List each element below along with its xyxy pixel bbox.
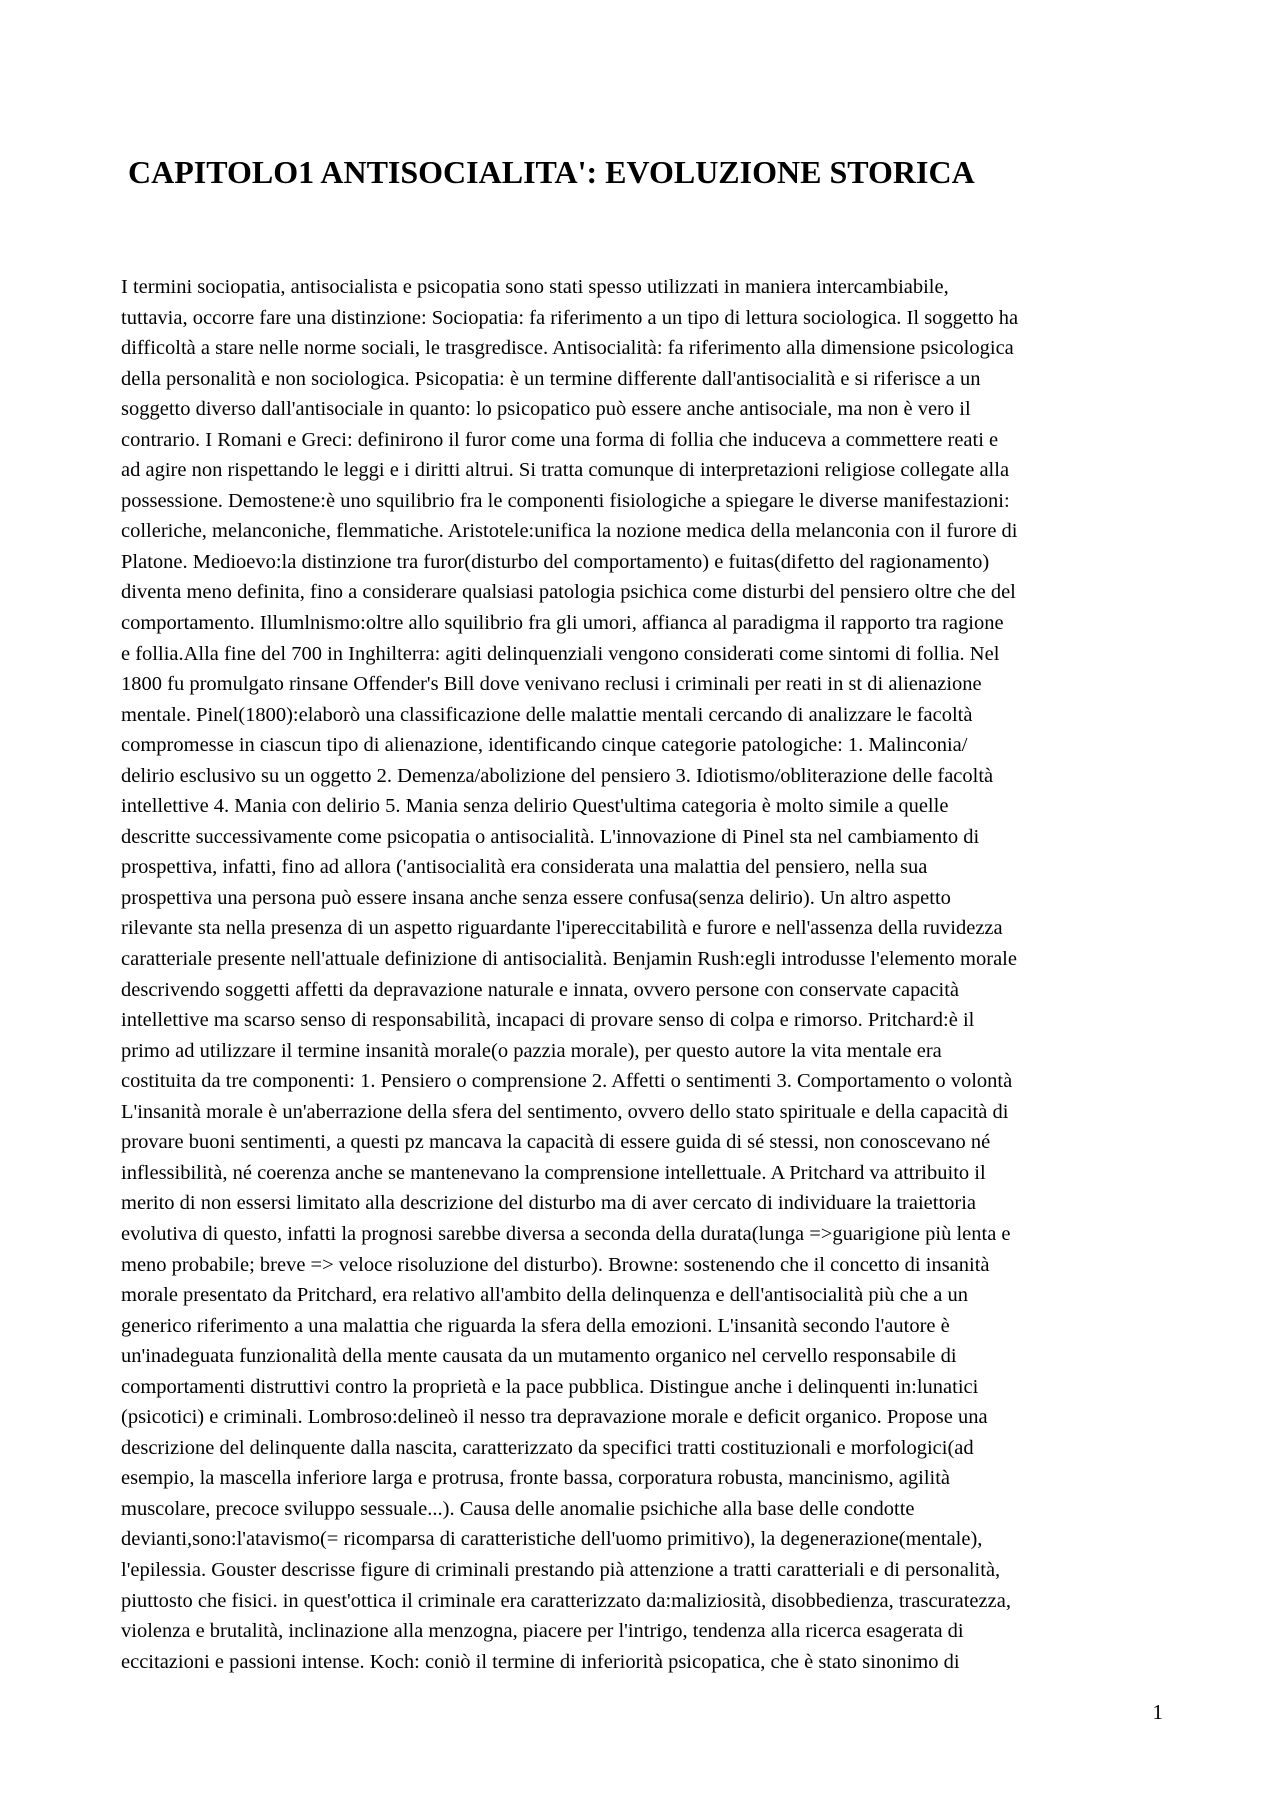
body-line: morale presentato da Pritchard, era relativo all'ambito della delinquenza e dell'antisocialità più che a un xyxy=(121,1284,968,1307)
body-line: L'insanità morale è un'aberrazione della sfera del sentimento, ovvero dello stato spirituale e della capacità di xyxy=(121,1100,1009,1123)
body-line: costituita da tre componenti: 1. Pensiero o comprensione 2. Affetti o sentimenti 3. Comportamento o volontà xyxy=(121,1070,1013,1093)
body-line: intellettive 4. Mania con delirio 5. Mania senza delirio Quest'ultima categoria è molto simile a quelle xyxy=(121,795,949,818)
body-line: delirio esclusivo su un oggetto 2. Demenza/abolizione del pensiero 3. Idiotismo/obliterazione delle facoltà xyxy=(121,764,994,787)
body-line: descritte successivamente come psicopatia o antisocialità. L'innovazione di Pinel sta nel cambiamento di xyxy=(121,825,980,848)
body-line: caratteriale presente nell'attuale definizione di antisocialità. Benjamin Rush:egli introdusse l'elemento morale xyxy=(121,948,1017,971)
body-line: mentale. Pinel(1800):elaborò una classificazione delle malattie mentali cercando di analizzare le facoltà xyxy=(121,703,973,726)
body-line: merito di non essersi limitato alla descrizione del disturbo ma di aver cercato di individuare la traiettoria xyxy=(121,1192,977,1215)
body-line: diventa meno definita, fino a considerare qualsiasi patologia psichica come disturbi del pensiero oltre che del xyxy=(121,581,1016,604)
body-line: devianti,sono:l'atavismo(= ricomparsa di caratteristiche dell'uomo primitivo), la degenerazione(mentale), xyxy=(121,1528,983,1551)
body-line: descrivendo soggetti affetti da depravazione naturale e innata, ovvero persone con conservate capacità xyxy=(121,978,960,1001)
body-line: generico riferimento a una malattia che riguarda la sfera della emozioni. L'insanità secondo l'autore è xyxy=(121,1314,950,1337)
body-line: Platone. Medioevo:la distinzione tra furor(disturbo del comportamento) e fuitas(difetto del ragionamento) xyxy=(121,550,990,573)
body-line: eccitazioni e passioni intense. Koch: coniò il termine di inferiorità psicopatica, che è stato sinonimo di xyxy=(121,1650,960,1673)
body-line: descrizione del delinquente dalla nascita, caratterizzato da specifici tratti costituzionali e morfologici(ad xyxy=(121,1436,974,1459)
body-line: tuttavia, occorre fare una distinzione: Sociopatia: fa riferimento a un tipo di lettura sociologica. Il soggetto ha xyxy=(121,306,1019,329)
body-line: I termini sociopatia, antisocialista e psicopatia sono stati spesso utilizzati in maniera intercambiabile, xyxy=(121,276,949,298)
chapter-title: CAPITOLO1 ANTISOCIALITA': EVOLUZIONE STORICA xyxy=(128,154,975,190)
body-line: colleriche, melanconiche, flemmatiche. Aristotele:unifica la nozione medica della melanconia con il furore di xyxy=(121,520,1018,543)
body-line: possessione. Demostene:è uno squilibrio fra le componenti fisiologiche a spiegare le diverse manifestazioni: xyxy=(121,489,1010,512)
body-line: della personalità e non sociologica. Psicopatia: è un termine differente dall'antisocialità e si riferisce a un xyxy=(121,367,981,390)
body-line: un'inadeguata funzionalità della mente causata da un mutamento organico nel cervello responsabile di xyxy=(121,1345,957,1368)
body-line: primo ad utilizzare il termine insanità morale(o pazzia morale), per questo autore la vita mentale era xyxy=(121,1039,942,1062)
body-line: provare buoni sentimenti, a questi pz mancava la capacità di essere guida di sé stessi, non conoscevano né xyxy=(121,1131,991,1154)
body-line: ad agire non rispettando le leggi e i diritti altrui. Si tratta comunque di interpretazioni religiose collegate alla xyxy=(121,459,1010,482)
body-line: violenza e brutalità, inclinazione alla menzogna, piacere per l'intrigo, tendenza alla ricerca esagerata di xyxy=(121,1620,964,1643)
body-line: evolutiva di questo, infatti la prognosi sarebbe diversa a seconda della durata(lunga =>guarigione più lenta e xyxy=(121,1222,1011,1245)
body-line: prospettiva una persona può essere insana anche senza essere confusa(senza delirio). Un altro aspetto xyxy=(121,886,951,909)
body-line: esempio, la mascella inferiore larga e protrusa, fronte bassa, corporatura robusta, mancinismo, agilità xyxy=(121,1467,950,1490)
page-number: 1 xyxy=(1152,1700,1163,1724)
body-line: 1800 fu promulgato rinsane Offender's Bill dove venivano reclusi i criminali per reati in st di alienazione xyxy=(121,673,982,696)
body-line: muscolare, precoce sviluppo sessuale...). Causa delle anomalie psichiche alla base delle condotte xyxy=(121,1497,915,1520)
body-text xyxy=(121,272,1161,1677)
body-line: prospettiva, infatti, fino ad allora ('antisocialità era considerata una malattia del pensiero, nella sua xyxy=(121,856,928,879)
body-line: intellettive ma scarso senso di responsabilità, incapaci di provare senso di colpa e rimorso. Pritchard:è il xyxy=(121,1009,975,1032)
body-line: contrario. I Romani e Greci: definirono il furor come una forma di follia che induceva a commettere reati e xyxy=(121,428,999,451)
body-line: soggetto diverso dall'antisociale in quanto: lo psicopatico può essere anche antisociale, ma non è vero il xyxy=(121,398,971,421)
body-line: comportamenti distruttivi contro la proprietà e la pace pubblica. Distingue anche i delinquenti in:lunatici xyxy=(121,1375,979,1398)
body-line: l'epilessia. Gouster descrisse figure di criminali prestando pià attenzione a tratti caratteriali e di personalità, xyxy=(121,1558,1001,1581)
body-line: rilevante sta nella presenza di un aspetto riguardante l'ipereccitabilità e furore e nell'assenza della ruvidezza xyxy=(121,917,1003,940)
body-line: meno probabile; breve => veloce risoluzione del disturbo). Browne: sostenendo che il concetto di insanità xyxy=(121,1253,990,1276)
body-line: difficoltà a stare nelle norme sociali, le trasgredisce. Antisocialità: fa riferimento alla dimensione psicologica xyxy=(121,337,1014,360)
body-line: comportamento. Illumlnismo:oltre allo squilibrio fra gli umori, affianca al paradigma il rapporto tra ragione xyxy=(121,612,1004,635)
body-line: inflessibilità, né coerenza anche se mantenevano la comprensione intellettuale. A Pritchard va attribuito il xyxy=(121,1161,986,1184)
body-line: (psicotici) e criminali. Lombroso:delineò il nesso tra depravazione morale e deficit organico. Propose una xyxy=(121,1406,988,1429)
body-line: e follia.Alla fine del 700 in Inghilterra: agiti delinquenziali vengono considerati come sintomi di follia. Nel xyxy=(121,642,1000,665)
body-line: compromesse in ciascun tipo di alienazione, identificando cinque categorie patologiche: 1. Malinconia/ xyxy=(121,734,968,757)
body-line: piuttosto che fisici. in quest'ottica il criminale era caratterizzato da:maliziosità, disobbedienza, trascuratezza, xyxy=(121,1589,1011,1612)
